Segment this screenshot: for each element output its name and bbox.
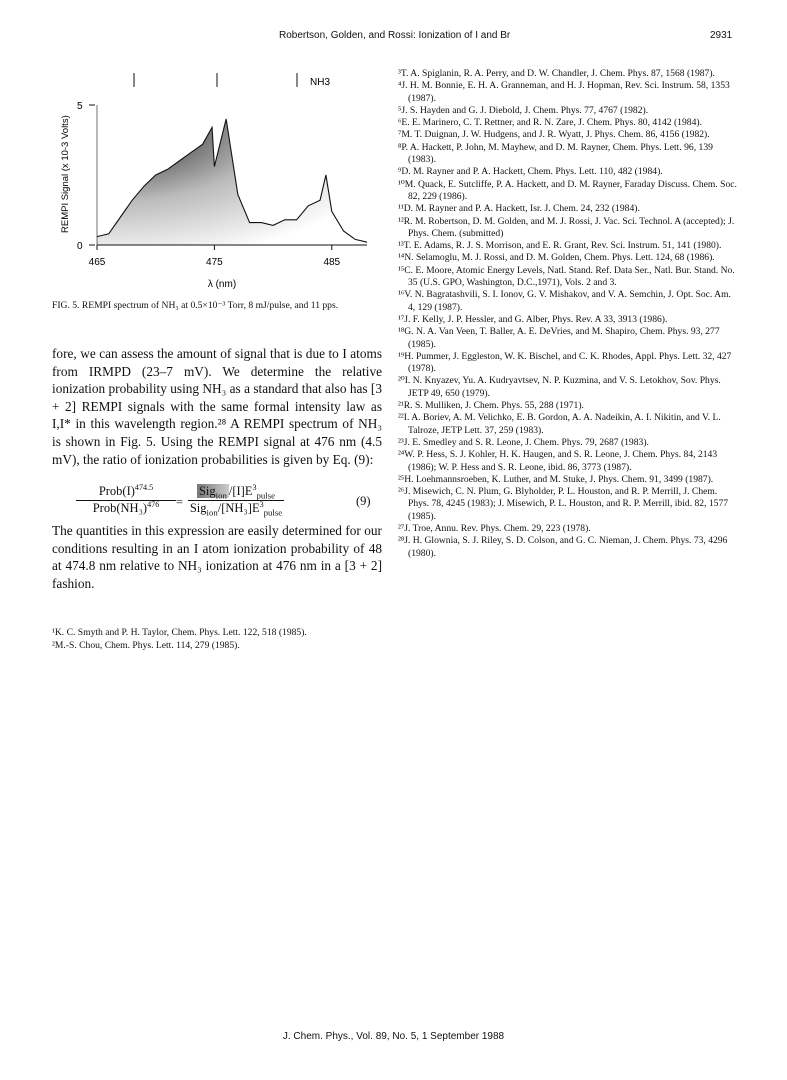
reference-item: ²⁰I. N. Knyazev, Yu. A. Kudryavtsev, N. P. Kuzmina, and V. S. Letokhov, Sov. Phys. JETP 49, 650 (1979).: [398, 375, 721, 399]
reference-item: ²⁸J. H. Glownia, S. J. Riley, S. D. Colson, and G. C. Nieman, J. Chem. Phys. 73, 4296 (1980).: [398, 535, 728, 559]
reference-item: ²⁴W. P. Hess, S. J. Kohler, H. K. Haugen, and S. R. Leone, J. Chem. Phys. 84, 2143 (1986); W. P. Hess and S. R. Leone, ibid. 86, 3773 (1987).: [398, 449, 718, 473]
reference-item: ¹⁹H. Pummer, J. Eggleston, W. K. Bischel, and C. K. Rhodes, Appl. Phys. Lett. 32, 427 (1978).: [398, 350, 732, 375]
x-tick-label: 475: [206, 257, 223, 268]
journal-footer: J. Chem. Phys., Vol. 89, No. 5, 1 September 1988: [282, 1031, 505, 1042]
body-paragraph-2: The quantities in this expression are easily determined for our conditions resulting in an I atom ionization probability of 48 at 474.8 nm relative to NH₃ ionization at 476 nm in a [3 + 2] fashion.: [52, 523, 382, 591]
lhs-numerator: Prob(I): [98, 484, 135, 498]
reference-item: ¹⁷J. F. Kelly, J. P. Hessler, and G. Alber, Phys. Rev. A 33, 3913 (1986).: [398, 313, 668, 325]
reference-item: ⁸P. A. Hackett, P. John, M. Mayhew, and D. M. Rayner, Chem. Phys. Lett. 96, 139 (1983).: [398, 141, 713, 166]
y-axis-label: REMPI Signal (x 10-3 Volts): [60, 115, 71, 233]
reference-item: ¹²R. M. Robertson, D. M. Golden, and M. J. Rossi, J. Vac. Sci. Technol. A (accepted); J. Phys. Chem. (submitted): [398, 215, 735, 239]
reference-item: ⁹D. M. Rayner and P. A. Hackett, Chem. Phys. Lett. 110, 482 (1984).: [398, 166, 663, 178]
reference-item: ¹³T. E. Adams, R. J. S. Morrison, and E. R. Grant, Rev. Sci. Instrum. 51, 141 (1980).: [398, 240, 722, 252]
equation-number: (9): [356, 494, 371, 508]
reference-item: ¹⁰M. Quack, E. Sutcliffe, P. A. Hackett, and D. M. Rayner, Faraday Discuss. Chem. Soc. 82, 229 (1986).: [398, 178, 737, 202]
running-title: Robertson, Golden, and Rossi: Ionization of I and Br: [279, 30, 511, 41]
reference-item: ⁷M. T. Duignan, J. W. Hudgens, and J. R. Wyatt, J. Phys. Chem. 86, 4156 (1982).: [398, 129, 710, 141]
y-tick-label: 5: [77, 101, 83, 112]
reference-item: ¹¹D. M. Rayner and P. A. Hackett, Isr. J. Chem. 24, 232 (1984).: [398, 203, 640, 215]
x-tick-label: 485: [323, 257, 341, 268]
reference-item: ²¹R. S. Mulliken, J. Chem. Phys. 55, 288 (1971).: [398, 400, 584, 412]
reference-item: ²³J. E. Smedley and S. R. Leone, J. Chem. Phys. 79, 2687 (1983).: [398, 436, 649, 448]
left-references: [52, 627, 382, 652]
reference-item: ²⁷J. Troe, Annu. Rev. Phys. Chem. 29, 223 (1978).: [398, 522, 591, 534]
reference-item: ¹⁵C. E. Moore, Atomic Energy Levels, Natl. Stand. Ref. Data Ser., Natl. Bur. Stand. No. 35 (U.S. GPO, Washington, D.C.,1971), Vols. 2 and 3.: [398, 264, 735, 289]
x-tick-label: 465: [88, 257, 106, 268]
marker-label: NH3: [310, 77, 331, 88]
equation-lhs: $Prob(I)^{474.5}$ $Prob(NH_3)^{476}$: [76, 484, 176, 516]
figure-caption: FIG. 5. REMPI spectrum of NH₃ at 0.5×10⁻³ Torr, 8 mJ/pulse, and 11 pps.: [52, 300, 339, 311]
x-axis-label: λ (nm): [207, 279, 237, 290]
reference-item: ⁶E. E. Marinero, C. T. Rettner, and R. N. Zare, J. Chem. Phys. 80, 4142 (1984).: [398, 117, 702, 129]
remp-spectrum-chart: [52, 65, 372, 295]
reference-item: ²M.-S. Chou, Chem. Phys. Lett. 114, 279 (1985).: [52, 639, 240, 651]
reference-item: ²⁵H. Loehmannsroeben, K. Luther, and M. Stuke, J. Phys. Chem. 91, 3499 (1987).: [398, 473, 714, 485]
lhs-denominator: Prob(NH₃): [92, 501, 148, 515]
page-number: 2931: [710, 30, 733, 41]
reference-item: ¹⁸G. N. A. Van Veen, T. Baller, A. E. DeVries, and M. Shapiro, Chem. Phys. 93, 277 (1985).: [398, 326, 720, 350]
y-tick-label: 0: [77, 241, 83, 252]
body-paragraph-1: fore, we can assess the amount of signal that is due to I atoms from IRMPD (23–7 mV). We determine the relative ionization probability using NH₃ as a standard that also has [3 + 2] REMPI signals with the same formal intensity law as I,I* in this wavelength region.²⁸ A REMPI spectrum of NH₃ is shown in Fig. 5. Using the REMPI signal at 476 nm (4.5 mV), the ratio of ionization probabilities is given by Eq. (9):: [52, 346, 382, 467]
reference-item: ⁵J. S. Hayden and G. J. Diebold, J. Chem. Phys. 77, 4767 (1982).: [398, 104, 649, 116]
reference-item: ²²I. A. Boriev, A. M. Velichko, E. B. Gordon, A. A. Nadeikin, A. I. Nikitin, and V. L. Talroze, JETP Lett. 37, 259 (1983).: [398, 412, 721, 436]
equation-9: [52, 484, 382, 524]
reference-item: ¹⁴N. Selamoglu, M. J. Rossi, and D. M. Golden, Chem. Phys. Lett. 124, 68 (1986).: [398, 252, 715, 264]
equation-rhs: Sig$_{ion}$ $/[I]E^3_{pulse}$ $Sig_{ion}/[NH_3]E^3_{pulse}$: [189, 482, 283, 518]
reference-item: ¹⁶V. N. Bagratashvili, S. I. Ionov, G. V. Mishakov, and V. A. Semchin, J. Opt. Soc. Am. 4, 129 (1987).: [398, 289, 731, 313]
figure-5: [52, 65, 372, 295]
reference-list: [398, 68, 738, 560]
equals-sign: =: [176, 495, 184, 509]
reference-item: ⁴J. H. M. Bonnie, E. H. A. Granneman, and H. J. Hopman, Rev. Sci. Instrum. 58, 1353 (1987).: [398, 80, 730, 104]
reference-item: ³T. A. Spiglanin, R. A. Perry, and D. W. Chandler, J. Chem. Phys. 87, 1568 (1987).: [398, 68, 715, 79]
reference-item: ²⁶J. Misewich, C. N. Plum, G. Blyholder, P. L. Houston, and R. P. Merrill, J. Chem. Phys. 78, 4245 (1983); J. Misewich, P. L. Houston, and R. P. Merrill, ibid. 82, 1577 (1985).: [398, 486, 729, 522]
reference-item: ¹K. C. Smyth and P. H. Taylor, Chem. Phys. Lett. 122, 518 (1985).: [52, 627, 307, 638]
